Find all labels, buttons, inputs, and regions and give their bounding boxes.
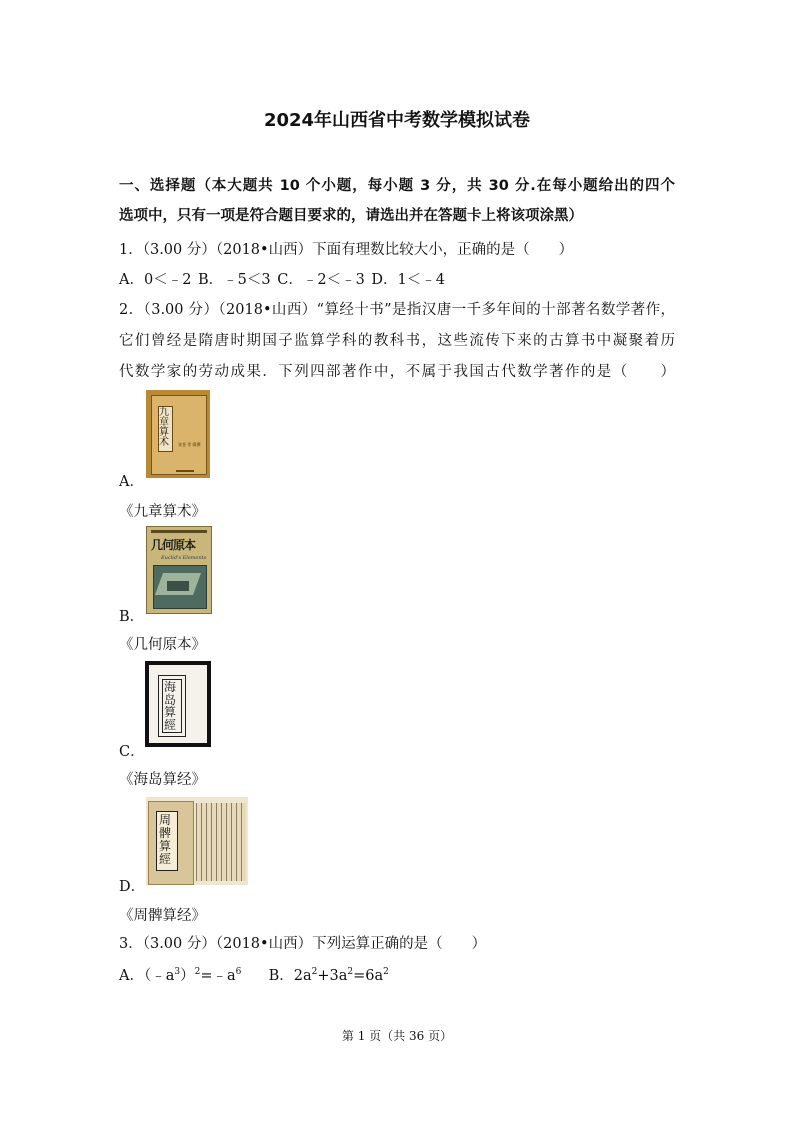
page-footer: 第 1 页（共 36 页） xyxy=(341,1029,453,1043)
q3-option-b: B．$2a^2+3a^2=6a^2$ xyxy=(268,967,389,984)
question-1-stem: 1．（3.00 分）（2018•山西）下面有理数比较大小，正确的是（ ） xyxy=(119,242,574,258)
question-2-line-2: 它们曾经是隋唐时期国子监算学科的教科书，这些流传下来的古算书中凝聚着历 xyxy=(119,333,675,349)
choice-b-caption: 《几何原本》 xyxy=(119,637,206,653)
book-cover-title-jihe: 几何原本 xyxy=(151,538,196,552)
question-3-stem: 3．（3.00 分）（2018•山西）下列运算正确的是（ ） xyxy=(119,936,487,952)
section-heading-line-2: 选项中，只有一项是符合题目要求的，请选出并在答题卡上将该项涂黑） xyxy=(119,208,583,224)
section-heading-line-1: 一、选择题（本大题共 10 个小题，每小题 3 分，共 30 分.在每小题给出的四个 xyxy=(119,178,675,194)
book-cover-subtitle-jihe: Euclid's Elements xyxy=(161,555,207,561)
book-cover-jiuzhang xyxy=(146,390,210,478)
choice-a-caption: 《九章算术》 xyxy=(119,504,206,520)
book-cover-title-zhoubi: 周髀算經 xyxy=(159,813,172,866)
question-2-line-3: 代数学家的劳动成果．下列四部著作中，不属于我国古代数学著作的是（ ） xyxy=(119,364,675,380)
choice-c-caption: 《海岛算经》 xyxy=(119,772,206,788)
choice-d-letter: D． xyxy=(119,879,146,895)
page-title: 2024年山西省中考数学模拟试卷 xyxy=(263,110,531,131)
book-cover-author-jiuzhang: 张苍 等 辑撰 xyxy=(178,442,201,447)
choice-a-letter: A． xyxy=(119,474,144,490)
question-3-options xyxy=(119,966,389,986)
book-cover-haidao xyxy=(145,661,211,747)
choice-c-letter: C． xyxy=(119,744,145,760)
book-cover-title-jiuzhang: 九章算术 xyxy=(159,407,169,448)
q3-option-a: A．$(﹣a^3)^2=﹣a^6$ xyxy=(119,967,242,984)
choice-d-caption: 《周髀算经》 xyxy=(119,908,206,924)
book-cover-zhoubi xyxy=(146,797,248,885)
book-cover-title-haidao: 海岛算經 xyxy=(164,680,177,732)
book-cover-jihe xyxy=(146,526,212,614)
choice-b-letter: B． xyxy=(119,609,145,625)
question-2-line-1: 2．（3.00 分）（2018•山西）“算经十书”是指汉唐一千多年间的十部著名数学著作， xyxy=(119,302,675,318)
question-1-options: A．0＜﹣2 B．﹣5＜3 C．﹣2＜﹣3 D．1＜﹣4 xyxy=(119,272,445,288)
